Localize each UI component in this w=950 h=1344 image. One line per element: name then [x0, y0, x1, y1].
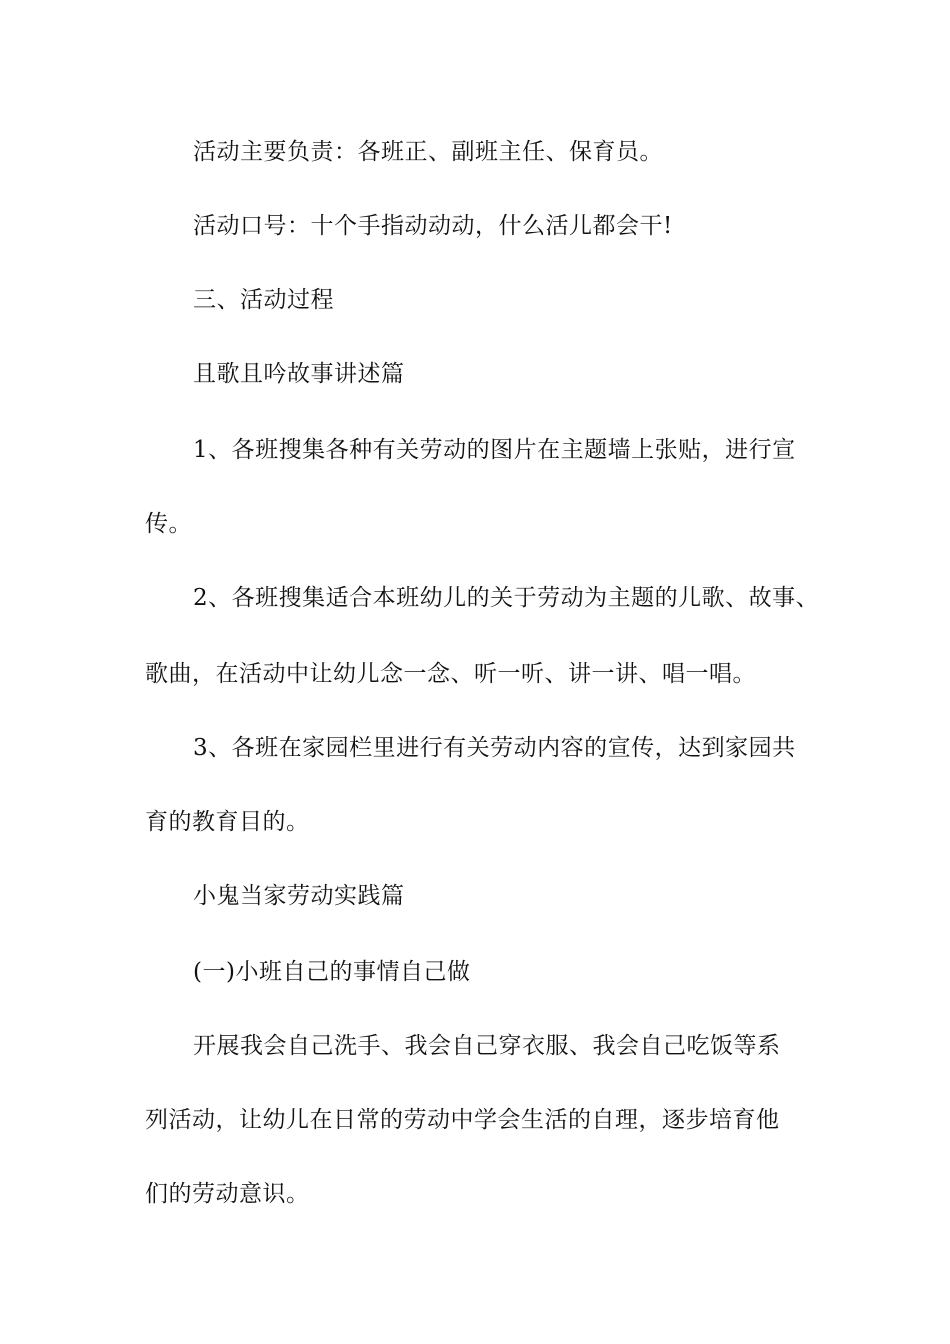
item-2-line-1: 2、各班搜集适合本班幼儿的关于劳动为主题的儿歌、故事、 [193, 585, 820, 611]
section-heading-process: 三、活动过程 [193, 287, 334, 313]
item-1-line-1: 1、各班搜集各种有关劳动的图片在主题墙上张贴，进行宣 [193, 437, 796, 463]
slogan-line: 活动口号：十个手指动动动，什么活儿都会干! [193, 213, 673, 239]
paragraph-line-1: 开展我会自己洗手、我会自己穿衣服、我会自己吃饭等系 [193, 1033, 781, 1059]
subheading-story: 且歌且吟故事讲述篇 [193, 361, 405, 387]
item-3-line-2: 育的教育目的。 [145, 809, 310, 835]
item-2-line-2: 歌曲，在活动中让幼儿念一念、听一听、讲一讲、唱一唱。 [145, 661, 756, 687]
item-1-line-2: 传。 [145, 511, 192, 537]
paragraph-line-3: 们的劳动意识。 [145, 1181, 310, 1207]
paragraph-line-2: 列活动，让幼儿在日常的劳动中学会生活的自理，逐步培育他 [145, 1107, 780, 1133]
subheading-practice: 小鬼当家劳动实践篇 [193, 883, 405, 909]
item-3-line-1: 3、各班在家园栏里进行有关劳动内容的宣传，达到家园共 [193, 735, 796, 761]
subsection-small-class: (一)小班自己的事情自己做 [193, 959, 471, 985]
responsible-line: 活动主要负责：各班正、副班主任、保育员。 [193, 139, 663, 165]
